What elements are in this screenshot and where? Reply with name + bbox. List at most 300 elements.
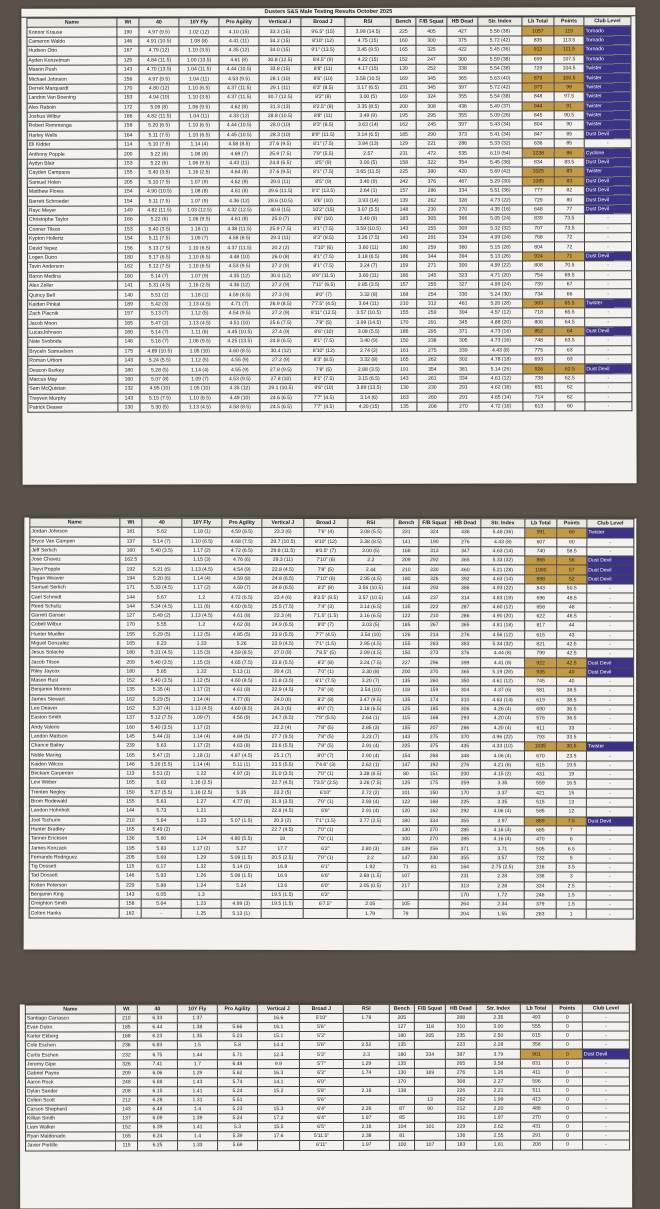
cell-rsi: 2.69 (1.5) xyxy=(347,872,393,881)
cell-fly: 1.35 xyxy=(177,1032,217,1041)
cell-strength-index: 4.83 (19) xyxy=(481,593,525,602)
cell-squat xyxy=(414,1059,445,1068)
cell-club-level: Dust Devil xyxy=(584,158,631,168)
cell-strength-index: 3.58 xyxy=(476,1059,520,1068)
column-header-weight: Wt xyxy=(117,18,139,27)
cell-vertical: 22.9 (4.5) xyxy=(262,686,304,695)
cell-fly: 1.17 (2) xyxy=(182,723,222,732)
cell-name: Alex Raboin xyxy=(27,103,117,113)
cell-forty: 5.40 (3.5) xyxy=(142,676,182,685)
cell-name: Matthew Flores xyxy=(27,187,117,197)
cell-squat: 380 xyxy=(416,167,447,176)
cell-vertical: 21.8 (3.5) xyxy=(262,676,304,685)
cell-name: Deacon Burkey xyxy=(28,366,118,376)
cell-broad: 6'11" xyxy=(300,1141,344,1150)
cell-rsi: 3.17 (6.5) xyxy=(345,83,391,93)
cell-club-level: - xyxy=(587,686,634,695)
cell-rsi: 3.32 (8) xyxy=(346,290,392,300)
cell-rsi: 2.74 (2) xyxy=(346,346,392,356)
cell-forty: 5.14 (7) xyxy=(140,271,180,280)
cell-weight: 209 xyxy=(120,658,142,667)
cell-name: Zach Placnik xyxy=(28,309,118,319)
cell-deadlift: 381 xyxy=(448,365,479,374)
cell-pro-agility: 4.37 (11.5) xyxy=(219,93,259,102)
cell-weight: 155 xyxy=(119,797,141,806)
cell-broad: 8'0.5" (7) xyxy=(304,546,348,555)
cell-club-level: - xyxy=(582,1086,629,1095)
cell-club-level: - xyxy=(582,1104,629,1113)
cell-forty: 4.82 (11.5) xyxy=(139,112,179,121)
cell-club-level: - xyxy=(582,1013,629,1022)
cell-vertical: 22.3 (4) xyxy=(262,611,304,620)
cell-pro-agility: 5.27 xyxy=(221,844,261,853)
cell-broad: 6'1" xyxy=(303,862,347,871)
cell-bench: 135 xyxy=(394,602,419,611)
cell-squat: 13 xyxy=(414,1095,445,1104)
cell-lb-total: 1057 xyxy=(522,26,554,35)
cell-vertical: 28.3 (10) xyxy=(259,130,301,140)
cell-broad: 8'1" (7.5) xyxy=(301,140,345,150)
cell-club-level: - xyxy=(586,844,633,853)
cell-bench: 227 xyxy=(394,658,419,667)
cell-bench: 180 xyxy=(394,574,419,583)
cell-points: 46.5 xyxy=(557,612,587,621)
cell-squat xyxy=(414,1086,445,1095)
cell-points: 67 xyxy=(555,280,585,289)
cell-lb-total: 488 xyxy=(520,1104,552,1113)
cell-broad: 7'10" (6) xyxy=(301,243,345,253)
cell-squat: 221 xyxy=(416,139,447,148)
cell-club-level: Dust Devil xyxy=(585,327,632,337)
cell-club-level: - xyxy=(585,402,632,412)
cell-name: Landon Hohnholt xyxy=(29,806,119,815)
cell-club-level: Dust Devil xyxy=(587,575,634,584)
cell-deadlift: 212 xyxy=(445,1104,476,1113)
cell-name: Noble Maring xyxy=(29,750,119,759)
cell-club-level: Twister xyxy=(584,111,631,121)
cell-weight: 160 xyxy=(118,375,140,384)
cell-squat: 330 xyxy=(419,565,450,574)
cell-vertical: 21.0 (3.5) xyxy=(261,769,303,778)
cell-broad: 5'3" xyxy=(299,1050,343,1059)
cell-squat: 175 xyxy=(418,779,449,788)
cell-deadlift: 229 xyxy=(446,1122,477,1131)
cell-points: 2.5 xyxy=(556,881,586,890)
column-header-fly: 10Y Fly xyxy=(179,18,219,27)
cell-weight: 165 xyxy=(119,751,141,760)
cell-squat: 370 xyxy=(419,667,450,676)
cell-fly: 1.22 xyxy=(181,769,221,778)
column-header-strength-index: Str. Index xyxy=(478,17,522,27)
cell-deadlift: 270 xyxy=(448,402,479,411)
cell-pro-agility: 4.87 (4.5) xyxy=(221,751,261,760)
cell-pro-agility: 4.61 (8) xyxy=(219,215,259,224)
cell-vertical xyxy=(261,909,303,918)
cell-broad: 5'6" xyxy=(299,1095,343,1104)
cell-club-level: - xyxy=(586,854,633,863)
cell-club-level: Twister xyxy=(587,528,634,537)
column-header-weight: Wt xyxy=(120,518,142,527)
cell-club-level: - xyxy=(586,770,633,779)
cell-name: Bryceln Samuelson xyxy=(28,347,118,357)
cell-bench: 209 xyxy=(394,556,419,565)
cell-bench: 162 xyxy=(391,121,416,130)
cell-forty: 5.67 xyxy=(142,593,182,602)
cell-fly: 1.2 xyxy=(182,593,222,602)
cell-pro-agility: 4.58 (8.5) xyxy=(219,234,259,243)
cell-strength-index: 4.99 (24) xyxy=(479,280,523,290)
cell-squat: 271 xyxy=(417,261,448,270)
cell-fly: 1.7 xyxy=(177,1059,217,1068)
cell-forty: 5.21 (6) xyxy=(142,565,182,574)
cell-lb-total: 806 xyxy=(523,317,555,326)
cell-name: Landon Mattson xyxy=(29,732,119,741)
cell-points: 69.5 xyxy=(555,270,585,279)
cell-lb-total: 246 xyxy=(524,891,556,900)
cell-weight: 160 xyxy=(118,272,140,281)
cell-lb-total: 379 xyxy=(524,900,556,909)
cell-lb-total: 670 xyxy=(524,751,556,760)
cell-broad: 7'8" (5) xyxy=(304,723,348,732)
cell-forty: 5.28 (5) xyxy=(140,365,180,374)
cell-bench: 135 xyxy=(389,1059,414,1068)
cell-points: 0 xyxy=(552,1040,582,1049)
cell-strength-index: 3.57 xyxy=(480,853,524,862)
cell-rsi: 3.38 (8.5) xyxy=(347,770,393,779)
cell-squat: 283 xyxy=(419,640,450,649)
cell-bench: 150 xyxy=(394,649,419,658)
cell-deadlift: 288 xyxy=(445,1013,476,1022)
cell-squat xyxy=(414,1077,445,1086)
cell-club-level: - xyxy=(583,1140,630,1149)
cell-bench: 195 xyxy=(391,111,416,120)
cell-strength-index: 1.55 xyxy=(480,909,524,918)
cell-deadlift: 371 xyxy=(448,327,479,336)
cell-name: Konnor Krause xyxy=(27,27,117,37)
cell-name: Robert Remmenga xyxy=(27,121,117,131)
cell-rsi: 2.62 (1) xyxy=(347,760,393,769)
cell-strength-index: 4.16 (4) xyxy=(480,826,524,835)
cell-squat: 308 xyxy=(416,102,447,111)
cell-fly: 1.10 (6.5) xyxy=(180,393,220,402)
cell-points: 83 xyxy=(554,167,584,176)
cell-bench: 130 xyxy=(393,825,418,834)
cell-squat: 205 xyxy=(414,1032,445,1041)
cell-fly: 1.07 (9) xyxy=(180,271,220,280)
cell-name: Andy Valerio xyxy=(30,723,120,732)
cell-rsi: 3.24 (7.5) xyxy=(348,658,394,667)
column-header-squat: F/B Squat xyxy=(416,17,447,26)
cell-forty: 5.12 (7.5) xyxy=(142,713,182,722)
cell-forty: 5.15 (7.5) xyxy=(140,394,180,403)
cell-points: 16.5 xyxy=(556,779,586,788)
cell-bench: 130 xyxy=(392,384,417,393)
cell-deadlift: 461 xyxy=(448,299,479,308)
cell-bench: 130 xyxy=(389,1068,414,1077)
cell-pro-agility: 4.60 (8.5) xyxy=(222,676,262,685)
cell-strength-index: 4.65 (14) xyxy=(479,393,523,403)
cell-strength-index: 4.78 (18) xyxy=(479,355,523,365)
cell-deadlift: 397 xyxy=(447,120,478,129)
results-sheet-1 xyxy=(21,7,636,485)
cell-vertical: 16.8 xyxy=(261,862,303,871)
cell-bench: 143 xyxy=(392,374,417,383)
cell-weight: 157 xyxy=(118,309,140,318)
cell-deadlift: 387 xyxy=(445,1050,476,1059)
cell-lb-total: 208 xyxy=(521,1141,553,1150)
cell-vertical: 23.9 (5.5) xyxy=(262,630,304,639)
cell-points: 82 xyxy=(554,186,584,195)
cell-vertical: 15.3 xyxy=(257,1105,299,1114)
cell-rsi: 3.54 (10) xyxy=(348,630,394,639)
cell-broad: 6'5" xyxy=(300,1123,344,1132)
cell-fly: 1.13 (4.5) xyxy=(180,403,220,412)
cell-rsi: 3.60 (11) xyxy=(346,271,392,281)
cell-squat xyxy=(414,1041,445,1050)
cell-name: Quincy Bell xyxy=(28,290,118,300)
cell-bench: 139 xyxy=(391,64,416,73)
cell-weight: 143 xyxy=(115,1105,137,1114)
cell-rsi: 3.45 (9.5) xyxy=(345,46,391,56)
cell-points: 107.5 xyxy=(554,54,584,63)
cell-points: 42.5 xyxy=(557,649,587,658)
cell-pro-agility: 5.09 (1.5) xyxy=(221,853,261,862)
cell-weight: 165 xyxy=(118,318,140,327)
cell-club-level: - xyxy=(585,270,632,280)
cell-rsi: 1.92 xyxy=(347,863,393,872)
column-header-club-level: Club Level xyxy=(582,1004,629,1013)
cell-forty: 5.26 (5.5) xyxy=(141,760,181,769)
cell-club-level: - xyxy=(585,355,632,365)
cell-points: 0 xyxy=(553,1140,583,1149)
cell-rsi: 2.52 xyxy=(343,1041,389,1050)
cell-pro-agility: 4.77 (6) xyxy=(222,695,262,704)
cell-name: Karter Ekberg xyxy=(25,1032,115,1041)
cell-lb-total: 615 xyxy=(525,630,557,639)
cell-broad: 8'2" (8) xyxy=(304,584,348,593)
cell-deadlift: 286 xyxy=(447,139,478,148)
column-header-points: Points xyxy=(557,519,587,528)
cell-weight: 205 xyxy=(119,853,141,862)
cell-points: 36.5 xyxy=(557,705,587,714)
cell-lb-total: 585 xyxy=(524,807,556,816)
cell-squat xyxy=(415,1132,446,1141)
cell-strength-index: 4.99 (22) xyxy=(479,261,523,271)
cell-deadlift: 302 xyxy=(448,355,479,364)
cell-points: 72 xyxy=(554,233,584,242)
cell-club-level: Cyclone xyxy=(584,148,631,158)
cell-name: Jeremy Gipe xyxy=(25,1059,115,1068)
cell-broad: 7'9" (5.5) xyxy=(304,714,348,723)
cell-weight: 143 xyxy=(118,356,140,365)
cell-strength-index: 6.19 (54) xyxy=(478,148,522,158)
cell-bench: 127 xyxy=(389,1023,414,1032)
cell-strength-index: 2.28 xyxy=(476,1041,520,1050)
cell-name: Cobell Wilbur xyxy=(30,620,120,629)
cell-vertical: 29.0 (11) xyxy=(259,177,301,187)
cell-club-level: Dust Devil xyxy=(587,556,634,565)
cell-deadlift: 383 xyxy=(450,640,481,649)
cell-rsi: 2.85 (3) xyxy=(348,723,394,732)
cell-bench: 225 xyxy=(391,168,416,177)
cell-deadlift: 327 xyxy=(448,280,479,289)
cell-strength-index: 4.73 (22) xyxy=(478,195,522,205)
cell-name: Cayden Campana xyxy=(27,168,117,178)
cell-strength-index: 5.45 (36) xyxy=(478,158,522,168)
cell-bench: 158 xyxy=(391,158,416,167)
cell-rsi: 4.75 (15) xyxy=(345,36,391,46)
cell-bench: 180 xyxy=(389,1050,414,1059)
cell-squat: 230 xyxy=(416,205,447,214)
cell-rsi: 2.85 (3.5) xyxy=(346,280,392,290)
cell-squat: 273 xyxy=(419,649,450,658)
cell-weight: 156 xyxy=(117,243,139,252)
cell-broad: 8'9" (11.5) xyxy=(302,271,346,281)
cell-weight: 113 xyxy=(119,769,141,778)
cell-forty: 5.09 (8) xyxy=(139,102,179,111)
cell-weight: 137 xyxy=(120,537,142,546)
cell-fly: 1.05 (10) xyxy=(180,384,220,393)
cell-squat: 290 xyxy=(416,130,447,139)
cell-lb-total: 611 xyxy=(525,723,557,732)
cell-rsi: 2.16 xyxy=(343,1086,389,1095)
cell-name: Brom Rodewald xyxy=(29,797,119,806)
cell-strength-index: 4.37 (6) xyxy=(481,686,525,695)
cell-rsi: 2.2 xyxy=(348,556,394,565)
cell-pro-agility: 4.36 (12) xyxy=(220,281,260,290)
cell-deadlift: 287 xyxy=(450,602,481,611)
cell-squat xyxy=(415,1113,446,1122)
cell-vertical: 25.0 (7) xyxy=(259,215,301,225)
cell-weight: 152 xyxy=(116,1123,138,1132)
cell-rsi: 3.56 (10.5) xyxy=(348,584,394,593)
cell-rsi: 3.23 (7) xyxy=(347,732,393,741)
cell-deadlift: 334 xyxy=(448,374,479,383)
cell-points: 42.5 xyxy=(557,658,587,667)
cell-deadlift: 291 xyxy=(448,383,479,392)
cell-lb-total: 732 xyxy=(524,854,556,863)
cell-deadlift: 265 xyxy=(445,1059,476,1068)
cell-fly: 1.18 (1) xyxy=(182,528,222,537)
cell-deadlift: 285 xyxy=(449,826,480,835)
cell-bench: 139 xyxy=(391,196,416,205)
cell-fly: 1.11 (6) xyxy=(182,602,222,611)
column-header-pro-agility: Pro Agility xyxy=(217,1005,257,1014)
cell-forty: 4.89 (10.5) xyxy=(140,347,180,356)
cell-points: 66 xyxy=(555,289,585,298)
cell-bench xyxy=(389,1095,414,1104)
cell-fly: 1.11 (6) xyxy=(180,328,220,337)
cell-name: Riley Jaycox xyxy=(30,667,120,676)
results-sheet-3 xyxy=(20,1003,632,1208)
cell-name: Patrick Deaver xyxy=(28,403,118,413)
cell-club-level: - xyxy=(585,308,632,318)
cell-points: 6.5 xyxy=(556,844,586,853)
cell-lb-total: 714 xyxy=(523,393,555,402)
cell-forty: 5.40 (3.5) xyxy=(142,723,182,732)
cell-points: 73.5 xyxy=(554,223,584,232)
cell-weight: 146 xyxy=(117,37,139,46)
cell-club-level: - xyxy=(585,383,632,393)
cell-weight: 146 xyxy=(118,337,140,346)
cell-strength-index: 5.48 (36) xyxy=(481,528,525,537)
cell-strength-index: 5.32 (32) xyxy=(478,224,522,234)
cell-squat: 208 xyxy=(417,402,448,411)
cell-points: 0 xyxy=(553,1113,583,1122)
cell-squat: 259 xyxy=(416,243,447,252)
cell-deadlift: 183 xyxy=(446,1141,477,1150)
cell-weight: 141 xyxy=(118,281,140,290)
cell-pro-agility: 4.37 (11.5) xyxy=(219,243,259,252)
cell-pro-agility: 5.23 xyxy=(217,1105,257,1114)
cell-points: 0 xyxy=(552,1013,582,1022)
cell-points: 0 xyxy=(552,1077,582,1086)
cell-weight: 127 xyxy=(120,611,142,620)
cell-broad: 7'8" (5) xyxy=(303,732,347,741)
cell-pro-agility: 5.62 xyxy=(217,1068,257,1077)
cell-strength-index: 1.72 xyxy=(480,891,524,900)
column-header-forty: 40 xyxy=(139,18,179,27)
cell-lb-total: 316 xyxy=(524,863,556,872)
cell-club-level: - xyxy=(585,336,632,346)
cell-forty: 5.60 xyxy=(141,834,181,843)
cell-strength-index: 3.37 xyxy=(480,788,524,797)
cell-lb-total: 879 xyxy=(522,73,554,82)
cell-club-level: Dust Devil xyxy=(587,668,634,677)
cell-fly: 1.39 xyxy=(178,1114,218,1123)
cell-fly: 1.06 (9.5) xyxy=(179,215,219,224)
cell-bench: 165 xyxy=(391,45,416,54)
cell-forty: 5.49 (2) xyxy=(142,611,182,620)
cell-lb-total: 729 xyxy=(522,64,554,73)
cell-broad: 7'0" (1) xyxy=(303,825,347,834)
cell-forty: 6.06 xyxy=(137,1068,177,1077)
cell-deadlift: 285 xyxy=(449,835,480,844)
cell-strength-index: 2.55 xyxy=(477,1131,521,1140)
cell-fly: 1.27 xyxy=(181,797,221,806)
cell-weight: 162 xyxy=(120,704,142,713)
cell-strength-index: 4.61 (12) xyxy=(481,677,525,686)
cell-name: Dylan Sander xyxy=(25,1087,115,1096)
cell-pro-agility: 4.59 (8.5) xyxy=(220,290,260,299)
cell-lb-total: 615 xyxy=(524,761,556,770)
cell-pro-agility: 5.35 xyxy=(221,788,261,797)
cell-vertical: 27.6 (9.5) xyxy=(259,168,301,178)
cell-vertical: 22.7 (4.5) xyxy=(261,825,303,834)
cell-fly: 1.23 xyxy=(181,899,221,908)
cell-squat: 324 xyxy=(419,528,450,537)
cell-bench: 185 xyxy=(394,621,419,630)
table-row xyxy=(28,402,632,413)
cell-lb-total: 576 xyxy=(525,714,557,723)
cell-club-level: Twister xyxy=(584,120,631,130)
cell-fly: 1.10 (6.5) xyxy=(180,253,220,262)
cell-squat: 190 xyxy=(419,537,450,546)
cell-rsi: 3.00 (5) xyxy=(345,158,391,168)
cell-club-level: Dust Devil xyxy=(584,176,631,186)
cell-fly: 1.12 (5) xyxy=(180,356,220,365)
cell-squat: 324 xyxy=(416,92,447,101)
cell-deadlift: 386 xyxy=(450,584,481,593)
cell-club-level: Tornado xyxy=(584,45,631,55)
cell-fly: 1.18 (1) xyxy=(180,290,220,299)
cell-deadlift: 226 xyxy=(445,1086,476,1095)
column-header-rsi: RSI xyxy=(345,17,391,27)
cell-club-level: - xyxy=(586,863,633,872)
cell-forty: 5.51 (2) xyxy=(140,290,180,299)
cell-fly: 1.08 (8) xyxy=(179,149,219,158)
cell-points: 30.5 xyxy=(556,742,586,751)
